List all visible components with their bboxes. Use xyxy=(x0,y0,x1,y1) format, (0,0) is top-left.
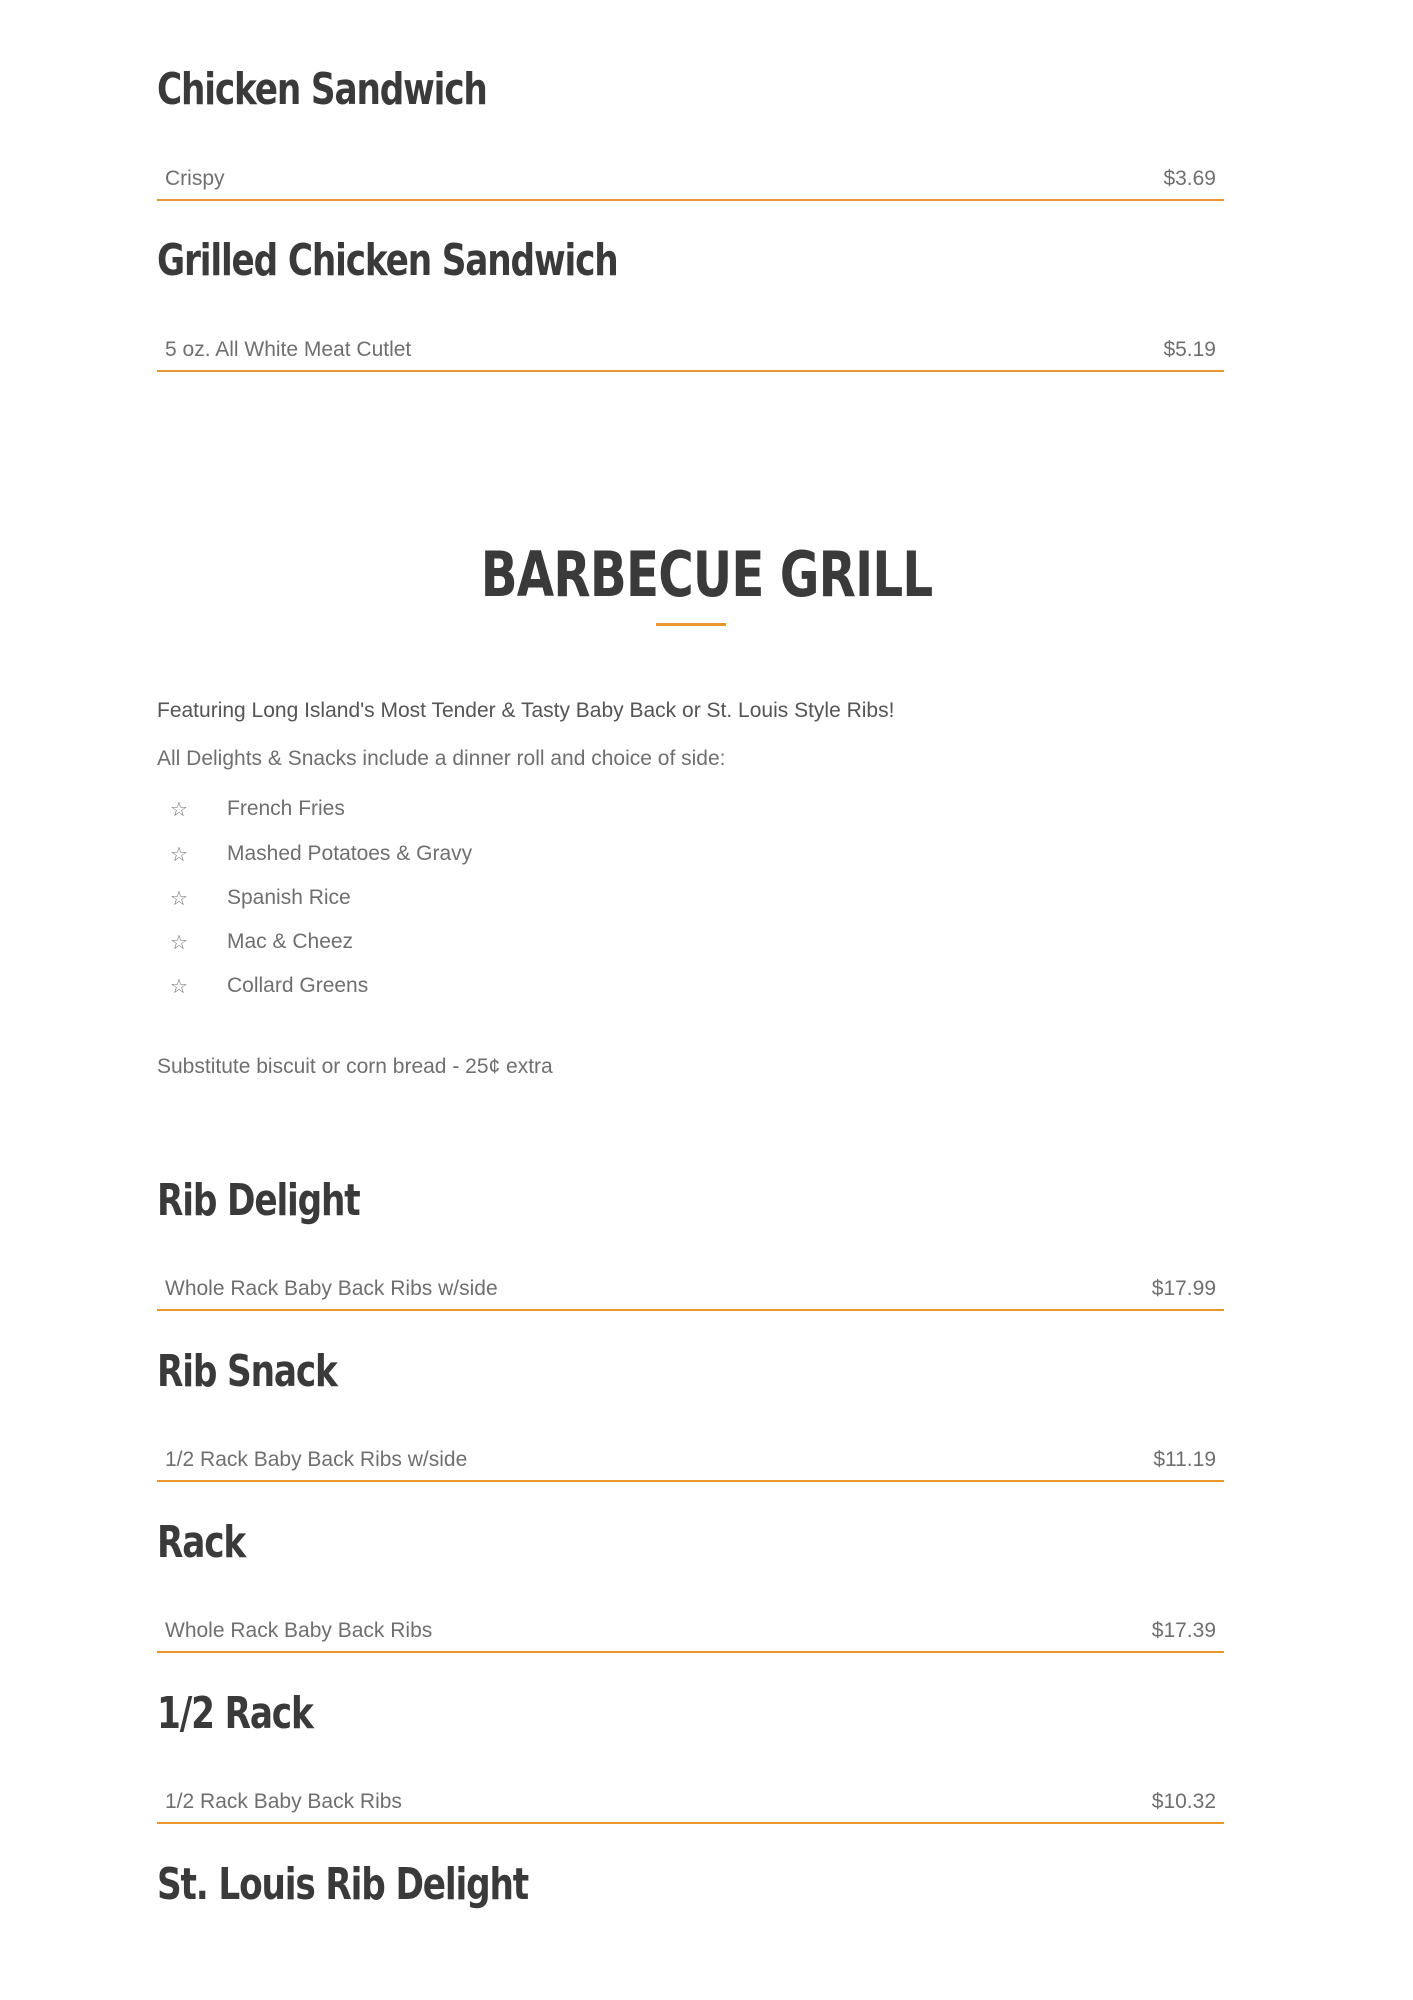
item-row xyxy=(157,1269,1224,1311)
star-outline-icon: ☆ xyxy=(170,844,188,866)
side-option-label: Spanish Rice xyxy=(227,886,351,909)
side-option-label: Mashed Potatoes & Gravy xyxy=(227,842,473,865)
substitute-note: Substitute biscuit or corn bread - 25¢ extra xyxy=(157,1055,553,1078)
star-outline-icon: ☆ xyxy=(170,932,188,954)
item-title: Grilled Chicken Sandwich xyxy=(157,235,618,286)
section-title: BARBECUE GRILL xyxy=(480,538,933,611)
item-row xyxy=(157,1440,1224,1482)
item-title: Rack xyxy=(157,1517,246,1568)
item-price: $17.39 xyxy=(1151,1619,1216,1642)
item-row xyxy=(157,330,1224,372)
item-title: Rib Delight xyxy=(157,1175,360,1226)
side-option-label: Collard Greens xyxy=(227,974,369,997)
section-title-underline xyxy=(656,623,726,626)
item-title: Chicken Sandwich xyxy=(157,64,487,115)
side-option-label: French Fries xyxy=(227,797,345,820)
star-outline-icon: ☆ xyxy=(170,799,188,821)
item-price: $10.32 xyxy=(1151,1790,1216,1813)
item-price: $17.99 xyxy=(1151,1277,1216,1300)
sides-heading: All Delights & Snacks include a dinner roll and choice of side: xyxy=(157,747,726,770)
item-row xyxy=(157,1782,1224,1824)
section-intro: Featuring Long Island's Most Tender & Tasty Baby Back or St. Louis Style Ribs! xyxy=(157,699,895,722)
item-description: Whole Rack Baby Back Ribs w/side xyxy=(165,1277,498,1300)
item-description: Whole Rack Baby Back Ribs xyxy=(165,1619,433,1642)
item-title: St. Louis Rib Delight xyxy=(157,1859,528,1910)
side-option-label: Mac & Cheez xyxy=(227,930,354,953)
item-price: $3.69 xyxy=(1163,167,1216,190)
item-price: $5.19 xyxy=(1163,338,1216,361)
item-row xyxy=(157,1611,1224,1653)
item-title: Rib Snack xyxy=(157,1346,337,1397)
item-description: 1/2 Rack Baby Back Ribs xyxy=(165,1790,402,1813)
item-description: Crispy xyxy=(165,167,225,190)
item-row xyxy=(157,159,1224,201)
item-title: 1/2 Rack xyxy=(157,1688,313,1739)
item-description: 1/2 Rack Baby Back Ribs w/side xyxy=(165,1448,468,1471)
item-price: $11.19 xyxy=(1153,1448,1216,1471)
item-description: 5 oz. All White Meat Cutlet xyxy=(165,338,412,361)
star-outline-icon: ☆ xyxy=(170,888,188,910)
star-outline-icon: ☆ xyxy=(170,976,188,998)
